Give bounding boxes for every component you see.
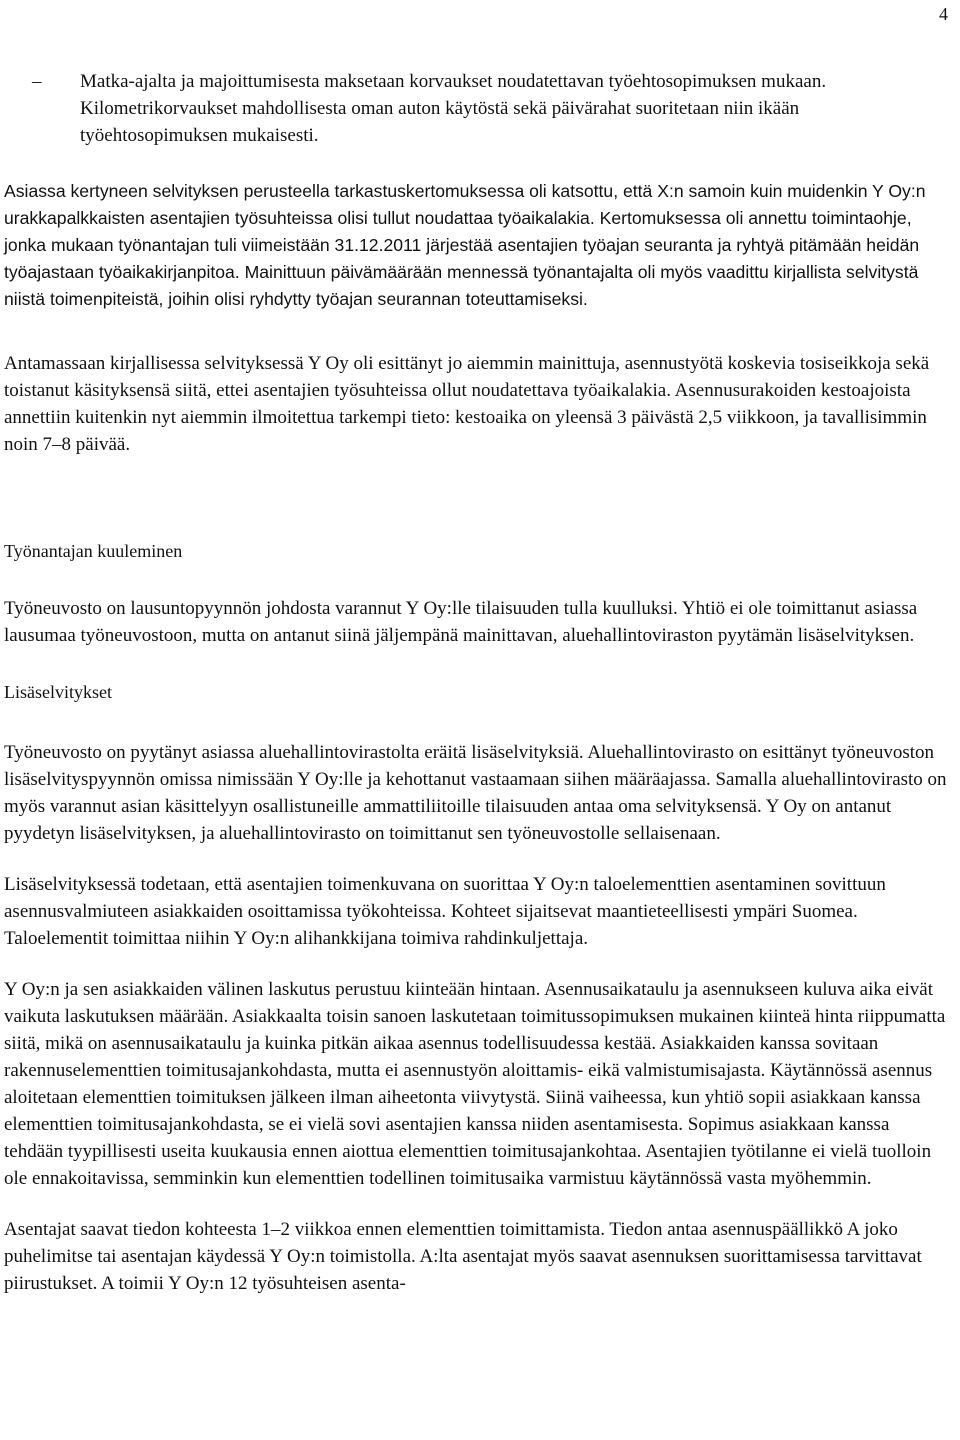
page-number: 4 [939, 4, 948, 24]
dash-bullet: – [32, 71, 42, 92]
bullet-text: Matka-ajalta ja majoittumisesta maksetaan korvaukset noudatettavan työehtosopimuksen mukaan. Kilometrikorvaukset mahdollisesta oman auton käytöstä sekä päivärahat suoritetaan niin ikään työehtosopimuksen mukaisesti. [80, 71, 827, 146]
paragraph-site-information: Asentajat saavat tiedon kohteesta 1–2 viikkoa ennen elementtien toimittamista. Tiedon antaa asennuspäällikkö A joko puhelimitse tai asentajan käydessä Y Oy:n toimistolla. A:lta asentajat myös saavat asennuksen suorittamisessa tarvittavat piirustukset. A toimii Y Oy:n 12 työsuhteisen asenta- [4, 1219, 922, 1294]
paragraph-additional-request: Työneuvosto on pyytänyt asiassa aluehallintovirastolta eräitä lisäselvityksiä. Aluehallintovirasto on esittänyt työneuvoston lisäselvityspyynnön omissa nimissään Y Oy:lle ja kehottanut vastaamaan siihen määräajassa. Samalla aluehallintovirasto on myös varannut asian käsittelyyn osallistuneille ammattiliitoille tilaisuuden antaa oma selvityksensä. Y Oy on antanut pyydetyn lisäselvityksen, ja aluehallintovirasto on toimittanut sen työneuvostolle sellaisenaan. [4, 742, 947, 844]
section-heading-additional-reports: Lisäselvitykset [4, 682, 112, 702]
paragraph-job-description: Lisäselvityksessä todetaan, että asentajien toimenkuvana on suorittaa Y Oy:n taloelementtien asentaminen sovittuun asennusvalmiuteen asiakkaiden osoittamissa työkohteissa. Kohteet sijaitsevat maantieteellisesti ympäri Suomea. Taloelementit toimittaa niihin Y Oy:n alihankkijana toimiva rahdinkuljettaja. [4, 874, 886, 949]
paragraph-hearing: Työneuvosto on lausuntopyynnön johdosta varannut Y Oy:lle tilaisuuden tulla kuulluksi. Yhtiö ei ole toimittanut asiassa lausumaa työneuvostoon, mutta on antanut siinä jäljempänä mainittavan, aluehallintoviraston pyytämän lisäselvityksen. [4, 598, 918, 646]
paragraph-written-statement: Antamassaan kirjallisessa selvityksessä Y Oy oli esittänyt jo aiemmin mainittuja, asennustyötä koskevia tosiseikkoja sekä toistanut käsityksensä siitä, ettei asentajien työsuhteissa ollut noudatettava työaikalakia. Asennusurakoiden kestoajoista annettiin kuitenkin nyt aiemmin ilmoitettua tarkempi tieto: kestoaika on yleensä 3 päivästä 2,5 viikkoon, ja tavallisimmin noin 7–8 päivää. [4, 353, 930, 455]
section-heading-employer-hearing: Työnantajan kuuleminen [4, 541, 183, 561]
paragraph-inspection-report: Asiassa kertyneen selvityksen perusteella tarkastuskertomuksessa oli katsottu, että X:n samoin kuin muidenkin Y Oy:n urakkapalkkaisten asentajien työsuhteissa olisi tullut noudattaa työaikalakia. Kertomuksessa oli annettu toimintaohje, jonka mukaan työnantajan tuli viimeistään 31.12.2011 järjestää asentajien työajan seuranta ja ryhtyä pitämään heidän työajastaan työaikakirjanpitoa. Mainittuun päivämäärään mennessä työnantajalta oli myös vaadittu kirjallista selvitystä niistä toimenpiteistä, joihin olisi ryhdytty työajan seurannan toteuttamiseksi. [4, 181, 926, 309]
document-body [4, 64, 950, 1297]
paragraph-billing: Y Oy:n ja sen asiakkaiden välinen laskutus perustuu kiinteään hintaan. Asennusaikataulu ja asennukseen kuluva aika eivät vaikuta laskutuksen määrään. Asiakkaalta toisin sanoen laskutetaan toimitussopimuksen mukainen kiinteä hinta riippumatta siitä, mikä on asennusaikataulu ja kuinka pitkän aikaa asennus todellisuudessa kestää. Asiakkaiden kanssa sovitaan rakennuselementtien toimitusajankohdasta, mutta ei asennustyön aloittamis- eikä valmistumisajasta. Käytännössä asennus aloitetaan elementtien toimituksen jälkeen ilman aiheetonta viivytystä. Siinä vaiheessa, kun yhtiö sopii asiakkaan kanssa elementtien toimitusajankohdasta, se ei vielä sovi asentajien kanssa niiden asentamisesta. Sopimus asiakkaan kanssa tehdään tyypillisesti useita kuukausia ennen aiottua elementtien toimitusajankohtaa. Asentajien työtilanne ei vielä tuolloin ole ennakoitavissa, semminkin kun elementtien todellinen toimitusaika varmistuu käytännössä vasta myöhemmin. [4, 979, 946, 1189]
bullet-item [4, 68, 950, 149]
